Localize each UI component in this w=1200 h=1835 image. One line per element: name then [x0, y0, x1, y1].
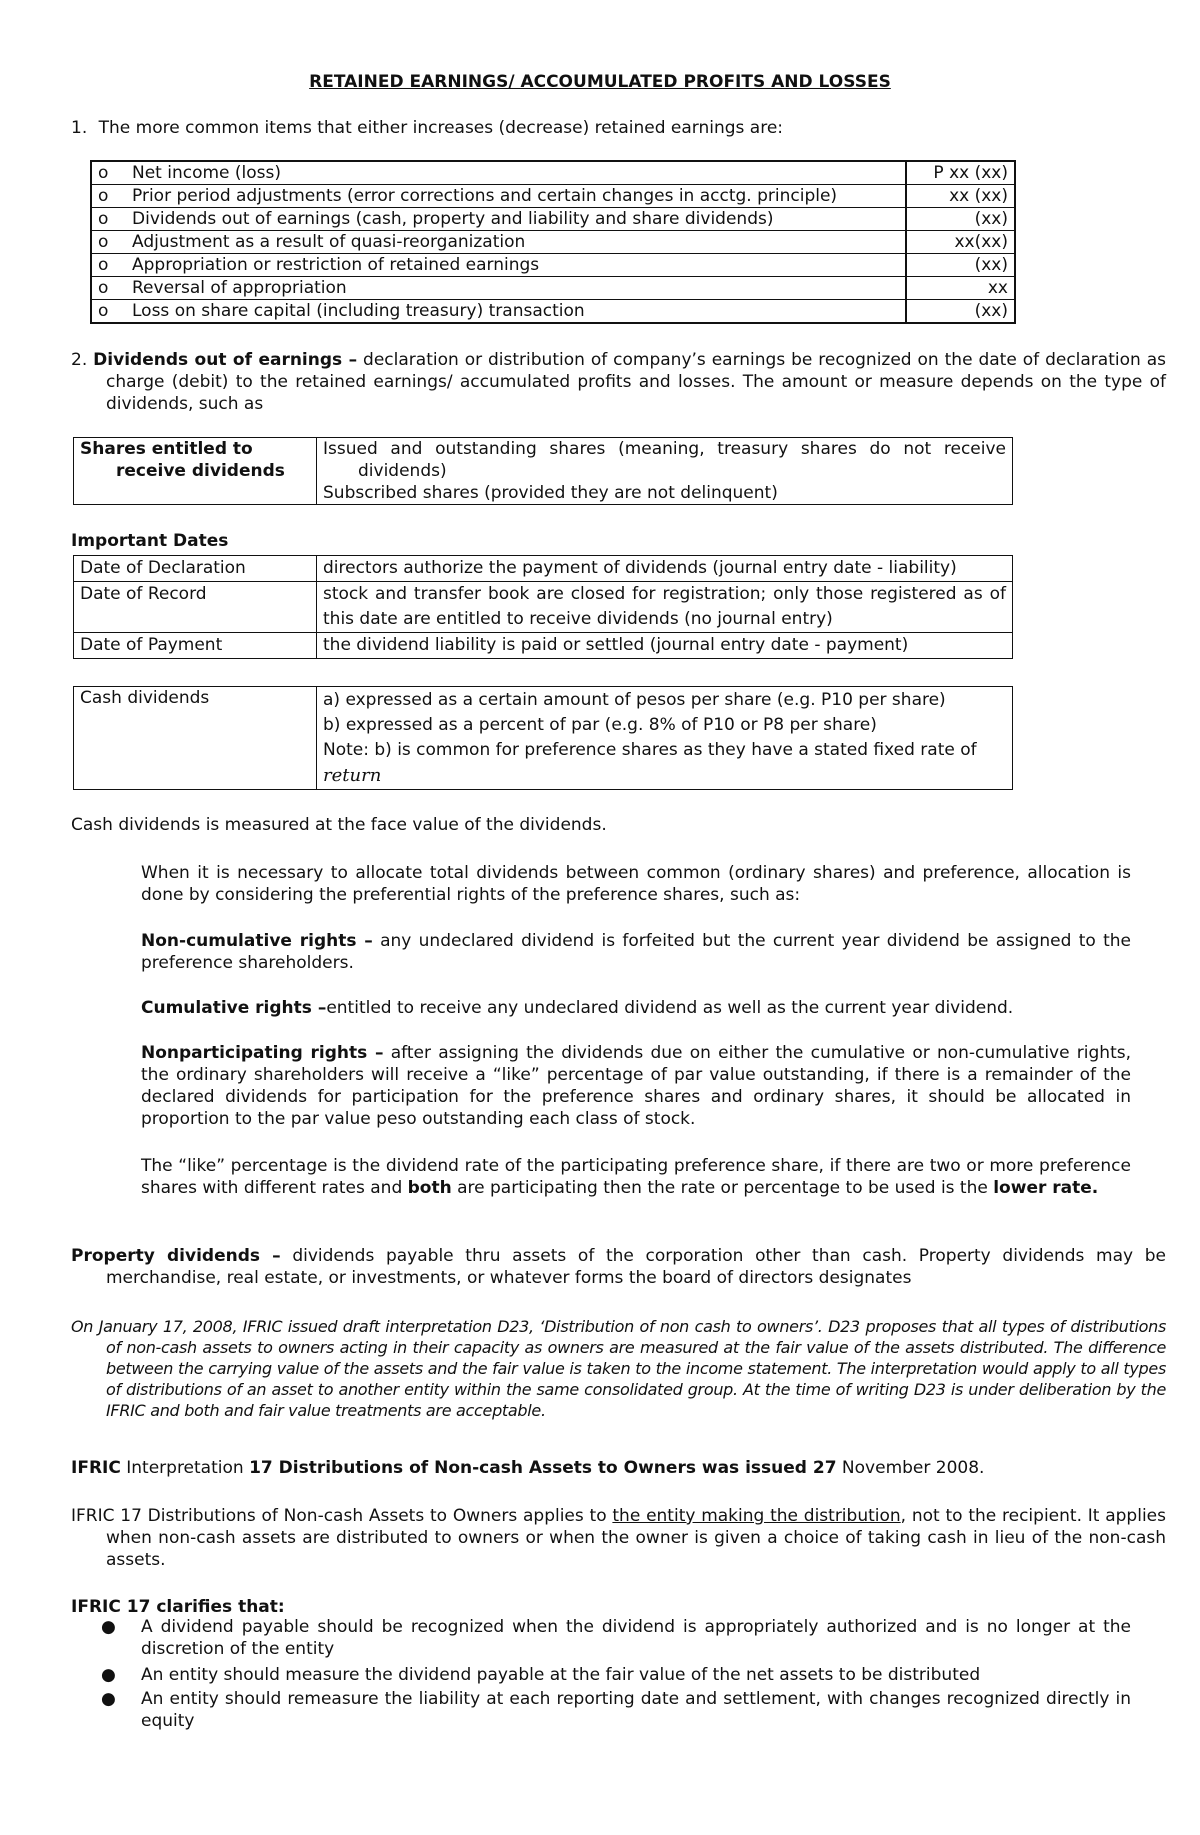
item-amount: xx (xx)	[906, 185, 1015, 208]
date-row	[74, 556, 1013, 582]
item-description: Loss on share capital (including treasury) transaction	[126, 300, 906, 324]
cumulative-paragraph: Cumulative rights –entitled to receive any undeclared dividend as well as the current year dividend.	[141, 998, 1014, 1018]
date-row	[74, 582, 1013, 633]
item-bullet: o	[91, 208, 126, 231]
bullet-text: An entity should measure the dividend payable at the fair value of the net assets to be distributed	[141, 1665, 981, 1685]
item-description: Prior period adjustments (error corrections and certain changes in acctg. principle)	[126, 185, 906, 208]
date-label: Date of Payment	[74, 633, 317, 659]
section-number: 1.	[71, 118, 88, 138]
ifric-draft-paragraph: On January 17, 2008, IFRIC issued draft interpretation D23, ‘Distribution of non cash to owners’. D23 proposes that all types of distributions of non-cash assets to owners acting in their capacity as owners are measured at the fair value of the assets distributed. The difference between the carrying value of the assets and the fair value is taken to the income statement. The interpretation would apply to all types of distributions of an asset to another entity within the same consolidated group. At the time of writing D23 is under deliberation by the IFRIC and both and fair value treatments are acceptable.	[71, 1317, 1166, 1420]
item-description: Dividends out of earnings (cash, property and liability and share dividends)	[126, 208, 906, 231]
item-row	[91, 277, 1015, 300]
date-row	[74, 633, 1013, 659]
noncumulative-paragraph: Non-cumulative rights – any undeclared dividend is forfeited but the current year dividend be assigned to the preference shareholders.	[141, 931, 1131, 973]
cash-dividends-value: a) expressed as a certain amount of pesos per share (e.g. P10 per share) b) expressed as a percent of par (e.g. 8% of P10 or P8 per share) Note: b) is common for preference shares as they have a stated fixed rate of return	[317, 687, 1013, 790]
ifric17-paragraph: IFRIC 17 Distributions of Non-cash Assets to Owners applies to the entity making the distribution, not to the recipient. It applies when non-cash assets are distributed to owners or when the owner is given a choice of taking cash in lieu of the non-cash assets.	[71, 1506, 1166, 1570]
item-row	[91, 161, 1015, 185]
shares-entitled-value: Issued and outstanding shares (meaning, treasury shares do not receive dividends) Subscribed shares (provided they are not delinquent)	[317, 438, 1013, 505]
cash-dividends-table	[73, 686, 1013, 790]
section-1-text: The more common items that either increases (decrease) retained earnings are:	[98, 118, 784, 138]
important-dates-heading: Important Dates	[71, 531, 229, 551]
item-amount: (xx)	[906, 208, 1015, 231]
bullet-dot-icon: ●	[101, 1617, 116, 1637]
page-title: RETAINED EARNINGS/ ACCOUMULATED PROFITS AND LOSSES	[309, 72, 891, 92]
date-description: the dividend liability is paid or settled (journal entry date - payment)	[317, 633, 1013, 659]
shares-entitled-label: Shares entitled to receive dividends	[74, 438, 317, 505]
item-row	[91, 300, 1015, 324]
item-bullet: o	[91, 300, 126, 324]
item-bullet: o	[91, 277, 126, 300]
item-amount: xx	[906, 277, 1015, 300]
item-bullet: o	[91, 231, 126, 254]
section-1-intro	[71, 117, 1131, 139]
ifric-issued-paragraph: IFRIC Interpretation 17 Distributions of Non-cash Assets to Owners was issued 27 November 2008.	[71, 1458, 985, 1478]
ifric17-clarifies-heading: IFRIC 17 clarifies that:	[71, 1597, 285, 1617]
nonparticipating-paragraph: Nonparticipating rights – after assigning the dividends due on either the cumulative or non-cumulative rights, the ordinary shareholders will receive a “like” percentage of par value outstanding, if there is a remainder of the declared dividends for participation for the preference shares and ordinary shares, it should be allocated in proportion to the par value peso outstanding each class of stock.	[141, 1043, 1132, 1129]
bullet-text: An entity should remeasure the liability at each reporting date and settlement, with changes recognized directly in equity	[141, 1689, 1131, 1731]
item-description: Net income (loss)	[126, 161, 906, 185]
item-bullet: o	[91, 254, 126, 277]
like-percentage-paragraph: The “like” percentage is the dividend rate of the participating preference share, if there are two or more preference shares with different rates and both are participating then the rate or percentage to be used is the lower rate.	[141, 1156, 1131, 1198]
cash-dividends-label: Cash dividends	[74, 687, 317, 790]
item-row	[91, 185, 1015, 208]
item-bullet: o	[91, 185, 126, 208]
important-dates-table	[73, 555, 1013, 659]
item-amount: (xx)	[906, 254, 1015, 277]
item-description: Reversal of appropriation	[126, 277, 906, 300]
item-description: Adjustment as a result of quasi-reorganization	[126, 231, 906, 254]
bullet-dot-icon: ●	[101, 1665, 116, 1685]
date-label: Date of Declaration	[74, 556, 317, 582]
date-description: stock and transfer book are closed for registration; only those registered as of this date are entitled to receive dividends (no journal entry)	[317, 582, 1013, 633]
item-amount: xx(xx)	[906, 231, 1015, 254]
item-description: Appropriation or restriction of retained earnings	[126, 254, 906, 277]
item-bullet: o	[91, 161, 126, 185]
allocation-paragraph: When it is necessary to allocate total dividends between common (ordinary shares) and preference, allocation is done by considering the preferential rights of the preference shares, such as:	[141, 863, 1131, 905]
section-2-paragraph: 2. Dividends out of earnings – declaration or distribution of company’s earnings be recognized on the date of declaration as charge (debit) to the retained earnings/ accumulated profits and losses. The amount or measure depends on the type of dividends, such as	[71, 350, 1166, 414]
item-row	[91, 254, 1015, 277]
date-description: directors authorize the payment of dividends (journal entry date - liability)	[317, 556, 1013, 582]
shares-entitled-table	[73, 437, 1013, 505]
bullet-text: A dividend payable should be recognized when the dividend is appropriately authorized and is no longer at the discretion of the entity	[141, 1617, 1131, 1659]
property-dividends-paragraph: Property dividends – dividends payable thru assets of the corporation other than cash. Property dividends may be merchandise, real estate, or investments, or whatever forms the board of directors designates	[71, 1246, 1166, 1288]
item-amount: (xx)	[906, 300, 1015, 324]
date-label: Date of Record	[74, 582, 317, 633]
item-row	[91, 231, 1015, 254]
bullet-dot-icon: ●	[101, 1689, 116, 1709]
item-amount: P xx (xx)	[906, 161, 1015, 185]
section-2-term: Dividends out of earnings –	[93, 350, 358, 370]
retained-earnings-items-table	[90, 160, 1016, 324]
item-row	[91, 208, 1015, 231]
cash-measure-text: Cash dividends is measured at the face value of the dividends.	[71, 815, 607, 835]
